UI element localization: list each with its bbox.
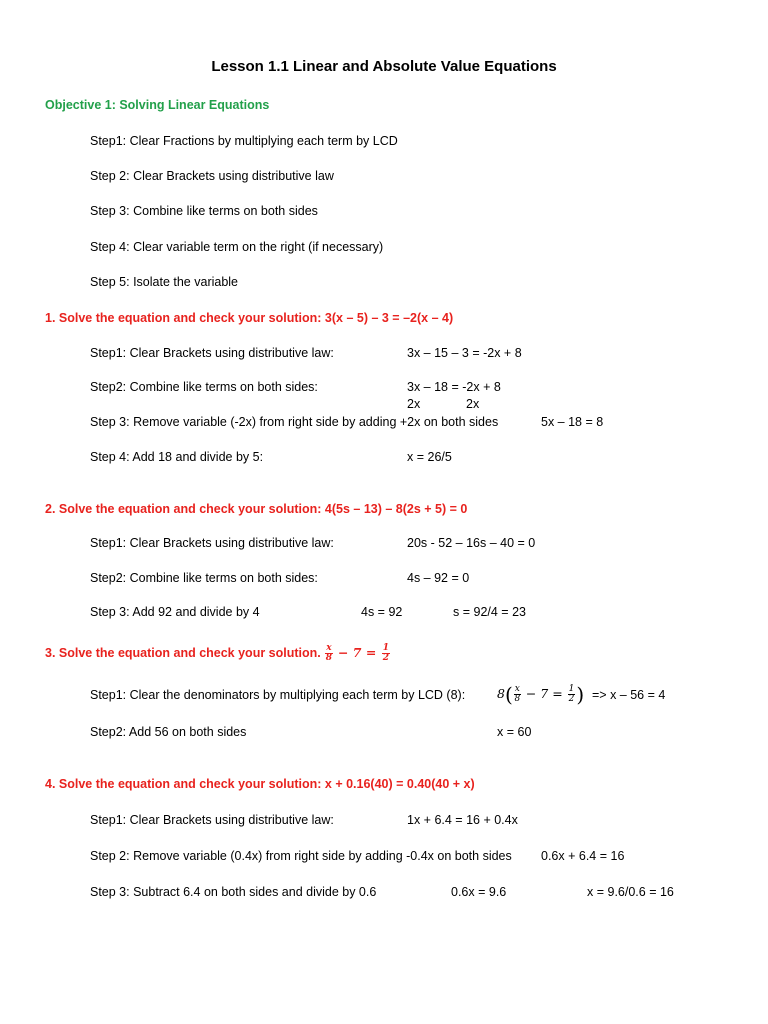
- problem-4-heading: 4. Solve the equation and check your solution: x + 0.16(40) = 0.40(40 + x): [45, 777, 475, 791]
- p2-step1-result: 20s - 52 – 16s – 40 = 0: [407, 536, 536, 550]
- p1-step2-add-right: 2x: [466, 397, 480, 411]
- p4-step3-result-b: x = 9.6/0.6 = 16: [587, 885, 674, 899]
- p1-step2-add-left: 2x: [407, 397, 421, 411]
- general-step-3: Step 3: Combine like terms on both sides: [90, 204, 318, 218]
- p4-step1-label: Step1: Clear Brackets using distributive law:: [90, 813, 334, 827]
- step-fraction-1-over-2: $\frac{1}{2}$: [568, 684, 575, 704]
- p3-step2-result: x = 60: [497, 725, 532, 739]
- p4-step3-result-a: 0.6x = 9.6: [451, 885, 507, 899]
- p2-step3-result-b: s = 92/4 = 23: [453, 605, 526, 619]
- p1-step3-label: Step 3: Remove variable (-2x) from right side by adding +2x on both sides: [90, 415, 499, 429]
- step-equation-middle: − 7 =: [525, 686, 563, 701]
- general-step-4: Step 4: Clear variable term on the right (if necessary): [90, 240, 384, 254]
- p2-step3-label: Step 3: Add 92 and divide by 4: [90, 605, 260, 619]
- p1-step1-result: 3x – 15 – 3 = -2x + 8: [407, 346, 522, 360]
- problem-3-equation: [324, 643, 391, 663]
- p3-step2-label: Step2: Add 56 on both sides: [90, 725, 247, 739]
- p1-step3-result: 5x – 18 = 8: [541, 415, 604, 429]
- step-fraction-x-over-8: $\frac{x}{8}$: [514, 684, 521, 704]
- fraction-x-over-8: $\frac{x}{8}$: [325, 643, 333, 663]
- p4-step1-result: 1x + 6.4 = 16 + 0.4x: [407, 813, 518, 827]
- p4-step2-label: Step 2: Remove variable (0.4x) from right side by adding -0.4x on both sides: [90, 849, 512, 863]
- problem-3-heading: [45, 644, 391, 663]
- objective-heading: Objective 1: Solving Linear Equations: [45, 98, 270, 112]
- p2-step2-result: 4s – 92 = 0: [407, 571, 470, 585]
- fraction-1-over-2: $\frac{1}{2}$: [382, 643, 389, 663]
- p2-step1-label: Step1: Clear Brackets using distributive law:: [90, 536, 334, 550]
- general-step-5: Step 5: Isolate the variable: [90, 275, 239, 289]
- p1-step4-label: Step 4: Add 18 and divide by 5:: [90, 450, 264, 464]
- p3-step1-result: => x – 56 = 4: [592, 688, 666, 702]
- p1-step2-result: 3x – 18 = -2x + 8: [407, 380, 501, 394]
- p1-step1-label: Step1: Clear Brackets using distributive law:: [90, 346, 334, 360]
- p2-step2-label: Step2: Combine like terms on both sides:: [90, 571, 318, 585]
- p3-step1-equation: 8( $\frac{x}{8}$ − 7 = $\frac{1}{2}$ ): [497, 682, 585, 707]
- p1-step4-result: x = 26/5: [407, 450, 452, 464]
- p3-step1-label: Step1: Clear the denominators by multiplying each term by LCD (8):: [90, 688, 466, 702]
- problem-1-heading: 1. Solve the equation and check your solution: 3(x – 5) – 3 = –2(x – 4): [45, 311, 454, 325]
- p4-step3-label: Step 3: Subtract 6.4 on both sides and divide by 0.6: [90, 885, 377, 899]
- page-title: Lesson 1.1 Linear and Absolute Value Equations: [211, 58, 557, 75]
- general-step-2: Step 2: Clear Brackets using distributive law: [90, 169, 334, 183]
- problem-2-heading: 2. Solve the equation and check your solution: 4(5s – 13) – 8(2s + 5) = 0: [45, 502, 468, 516]
- p1-step2-label: Step2: Combine like terms on both sides:: [90, 380, 318, 394]
- problem-3-heading-text: 3. Solve the equation and check your solution.: [45, 646, 321, 660]
- equation-middle: − 7 =: [337, 645, 377, 660]
- p4-step2-result: 0.6x + 6.4 = 16: [541, 849, 625, 863]
- general-step-1: Step1: Clear Fractions by multiplying each term by LCD: [90, 134, 398, 148]
- p2-step3-result-a: 4s = 92: [361, 605, 403, 619]
- lcd-multiplier: 8: [497, 686, 505, 701]
